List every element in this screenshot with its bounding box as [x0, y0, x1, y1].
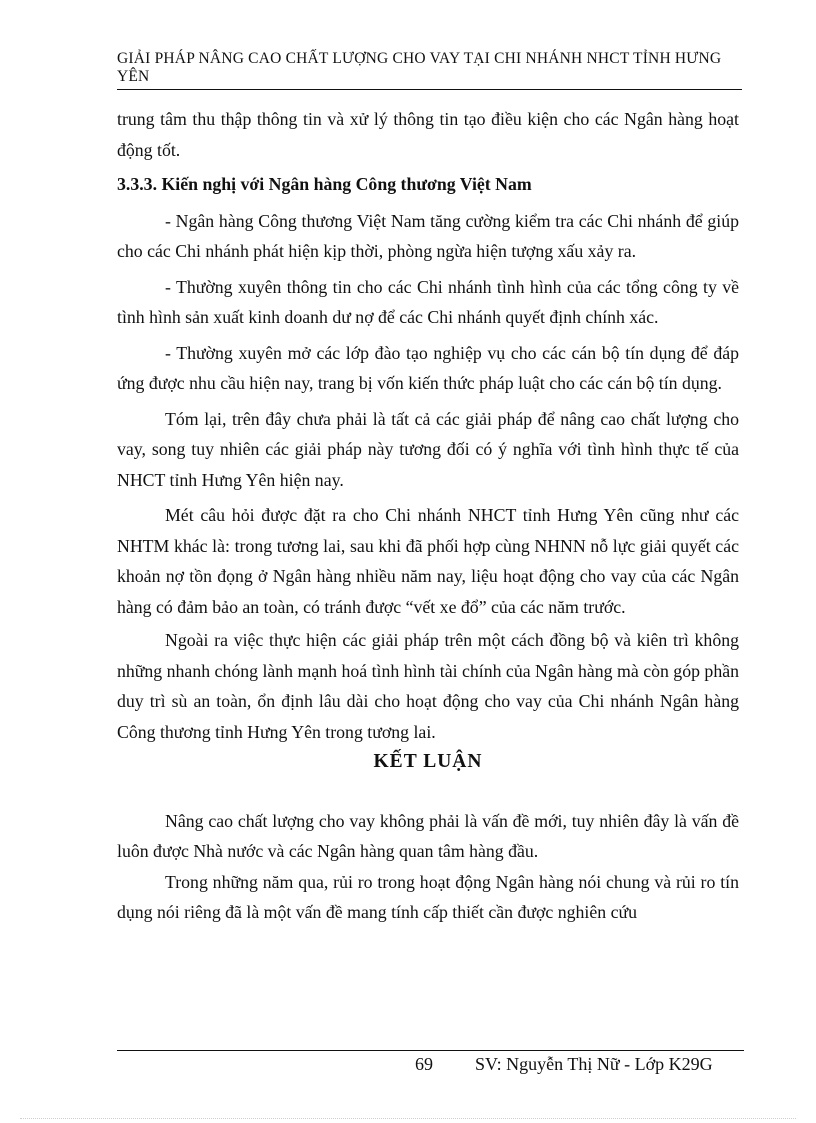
page-footer	[415, 1053, 713, 1075]
paragraph-recommendation-2: - Thường xuyên thông tin cho các Chi nhánh tình hình của các tổng công ty về tình hình sản xuất kinh doanh dư nợ để các Chi nhánh quyết định chính xác.	[117, 276, 739, 327]
paragraph-recommendation-3: - Thường xuyên mở các lớp đào tạo nghiệp vụ cho các cán bộ tín dụng để đáp ứng được nhu cầu hiện nay, trang bị vốn kiến thức pháp luật cho các cán bộ tín dụng.	[117, 342, 739, 393]
paragraph-conclusion-2: Trong những năm qua, rủi ro trong hoạt động Ngân hàng nói chung và rủi ro tín dụng nói riêng đã là một vấn đề mang tính cấp thiết cần được nghiên cứu	[117, 871, 739, 922]
paragraph-additional: Ngoài ra việc thực hiện các giải pháp trên một cách đồng bộ và kiên trì không những nhanh chóng lành mạnh hoá tình hình tài chính của Ngân hàng mà còn góp phần duy trì sù an toàn, ổn định lâu dài cho hoạt động cho vay của Chi nhánh Ngân hàng Công thương tỉnh Hưng Yên trong tương lai.	[117, 630, 739, 742]
paragraph-question: Mét câu hỏi được đặt ra cho Chi nhánh NHCT tỉnh Hưng Yên cũng như các NHTM khác là: trong tương lai, sau khi đã phối hợp cùng NHNN nỗ lực giải quyết các khoản nợ tồn đọng ở Ngân hàng nhiều năm nay, liệu hoạt động cho vay của các Ngân hàng có đảm bảo an toàn, có tránh được “vết xe đổ” của các năm trước.	[117, 505, 739, 617]
document-body	[117, 104, 739, 928]
paragraph-recommendation-1: - Ngân hàng Công thương Việt Nam tăng cường kiểm tra các Chi nhánh để giúp cho các Chi nhánh phát hiện kịp thời, phòng ngừa hiện tượng xấu xảy ra.	[117, 210, 739, 261]
footer-divider	[117, 1050, 744, 1051]
conclusion-title: KẾT LUẬN	[373, 751, 483, 772]
page-bottom-border	[20, 1118, 796, 1119]
paragraph-conclusion-1: Nâng cao chất lượng cho vay không phải là vấn đề mới, tuy nhiên đây là vấn đề luôn được Nhà nước và các Ngân hàng quan tâm hàng đầu.	[117, 810, 739, 861]
header-divider	[117, 89, 742, 90]
paragraph-summary: Tóm lại, trên đây chưa phải là tất cả các giải pháp để nâng cao chất lượng cho vay, song tuy nhiên các giải pháp này tương đối có ý nghĩa với tình hình thực tế của NHCT tỉnh Hưng Yên hiện nay.	[117, 408, 739, 490]
section-heading: 3.3.3. Kiến nghị với Ngân hàng Công thương Việt Nam	[117, 174, 532, 194]
student-info: SV: Nguyễn Thị Nữ - Lớp K29G	[475, 1054, 713, 1074]
page-number: 69	[415, 1054, 433, 1074]
paragraph-continuation: trung tâm thu thập thông tin và xử lý thông tin tạo điều kiện cho các Ngân hàng hoạt động tốt.	[117, 109, 739, 160]
page-header-title: GIẢI PHÁP NÂNG CAO CHẤT LƯỢNG CHO VAY TẠI CHI NHÁNH NHCT TỈNH HƯNG YÊN	[117, 50, 722, 85]
